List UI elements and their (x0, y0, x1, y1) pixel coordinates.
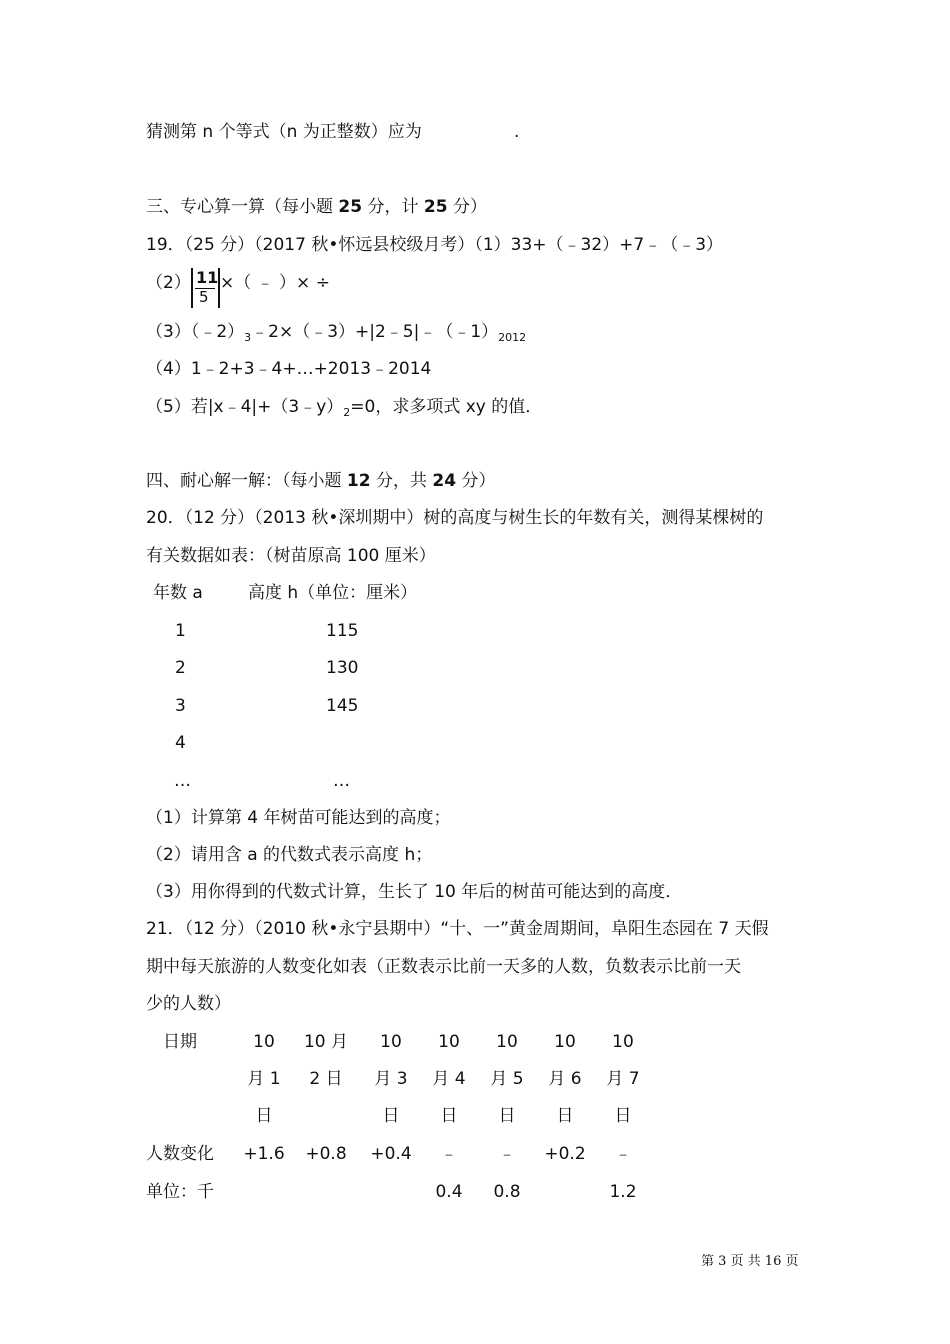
q21-change-cell: ﹣ (440, 1144, 458, 1164)
q21-date-cell: 10 (496, 1032, 518, 1052)
q21-label-date: 日期 (163, 1032, 197, 1052)
q20-cell-a: … (174, 771, 191, 791)
q21-date-cell: 日 (498, 1106, 516, 1126)
q20-sub-2: （2）请用含 a 的代数式表示高度 h； (146, 845, 433, 865)
q20-line-1: 20．（12 分）（2013 秋•深圳期中）树的高度与树生长的年数有关，测得某棵树的 (146, 508, 764, 528)
q19-part4: （4）1﹣2+3﹣4+…+2013﹣2014 (146, 359, 432, 379)
q21-label-change: 人数变化 (146, 1144, 214, 1164)
q21-date-cell: 日 (382, 1106, 400, 1126)
q20-line-2: 有关数据如表：（树苗原高 100 厘米） (146, 546, 436, 566)
q20-cell-a: 1 (175, 621, 186, 641)
q20-sub-3: （3）用你得到的代数式计算，生长了 10 年后的树苗可能达到的高度． (146, 882, 683, 902)
q21-date-cell: 10 (554, 1032, 576, 1052)
q21-date-cell: 10 月 (303, 1032, 349, 1052)
q19-part5: （5）若$|x﹣4|+(3﹣y)_2=0$，求多项式 xy 的值． (146, 397, 543, 419)
q21-change-cell: 0.4 (435, 1182, 463, 1202)
q21-date-cell: 月 7 (606, 1069, 640, 1089)
q21-date-cell: 10 (612, 1032, 634, 1052)
q21-line-2: 期中每天旅游的人数变化如表（正数表示比前一天多的人数，负数表示比前一天 (146, 957, 741, 977)
q21-date-cell: 10 (438, 1032, 460, 1052)
q20-cell-a: 4 (175, 733, 186, 753)
section-3-heading: 三、专心算一算（每小题 25 分，计 25 分） (146, 197, 487, 217)
q21-date-cell: 日 (255, 1106, 273, 1126)
page-footer: 第 3 页 共 16 页 (701, 1254, 799, 1269)
guess-blank-dot: . (514, 122, 520, 142)
q19-part3: $(3)(﹣2)_3﹣2\times(﹣3)+|2﹣5|﹣(﹣1)_{2012}$ (146, 322, 527, 344)
q19-heading: 19．（25 分）（2017 秋•怀远县校级月考）（1）33+（﹣32）+7﹣（﹣3） (146, 235, 724, 255)
q19-part2-expression: ×（ ﹣ ）× ÷ (220, 273, 330, 293)
q21-change-cell: +0.4 (370, 1144, 412, 1164)
q20-sub-1: （1）计算第 4 年树苗可能达到的高度； (146, 808, 451, 828)
q20-col-header-a: 年数 a (153, 583, 203, 603)
q21-label-unit: 单位：千 (146, 1182, 214, 1202)
q21-date-cell: 日 (440, 1106, 458, 1126)
q20-cell-h: 115 (326, 621, 359, 641)
q21-change-cell: +0.8 (305, 1144, 347, 1164)
q21-date-cell: 月 1 (247, 1069, 281, 1089)
q20-col-header-h: 高度 h（单位：厘米） (248, 583, 418, 603)
q21-change-cell: 0.8 (493, 1182, 521, 1202)
q21-date-cell: 月 5 (490, 1069, 524, 1089)
q21-change-cell: ﹣ (498, 1144, 516, 1164)
q19-part2-label: （2） (146, 273, 191, 293)
q20-cell-a: 2 (175, 658, 186, 678)
q20-cell-h: 130 (326, 658, 359, 678)
q21-date-cell: 月 4 (432, 1069, 466, 1089)
q20-cell-h: … (333, 771, 350, 791)
section-4-heading: 四、耐心解一解：（每小题 12 分，共 24 分） (146, 471, 496, 491)
q21-change-cell: ﹣ (614, 1144, 632, 1164)
guess-line: 猜测第 n 个等式（n 为正整数）应为 (146, 122, 422, 142)
q21-date-cell: 月 6 (548, 1069, 582, 1089)
q21-date-cell: 日 (556, 1106, 574, 1126)
q21-date-cell: 10 (380, 1032, 402, 1052)
q20-cell-h: 145 (326, 696, 359, 716)
q20-cell-a: 3 (175, 696, 186, 716)
q21-line-3: 少的人数） (146, 994, 231, 1014)
q21-change-cell: 1.2 (609, 1182, 637, 1202)
q21-change-cell: +1.6 (243, 1144, 285, 1164)
q21-date-cell: 日 (614, 1106, 632, 1126)
q21-change-cell: +0.2 (544, 1144, 586, 1164)
q21-date-cell: 月 3 (374, 1069, 408, 1089)
q21-date-cell: 10 (253, 1032, 275, 1052)
q21-date-cell: 2 日 (309, 1069, 343, 1089)
q21-line-1: 21．（12 分）（2010 秋•永宁县期中）“十、一”黄金周期间，阜阳生态园在 7 天假 (146, 919, 769, 939)
